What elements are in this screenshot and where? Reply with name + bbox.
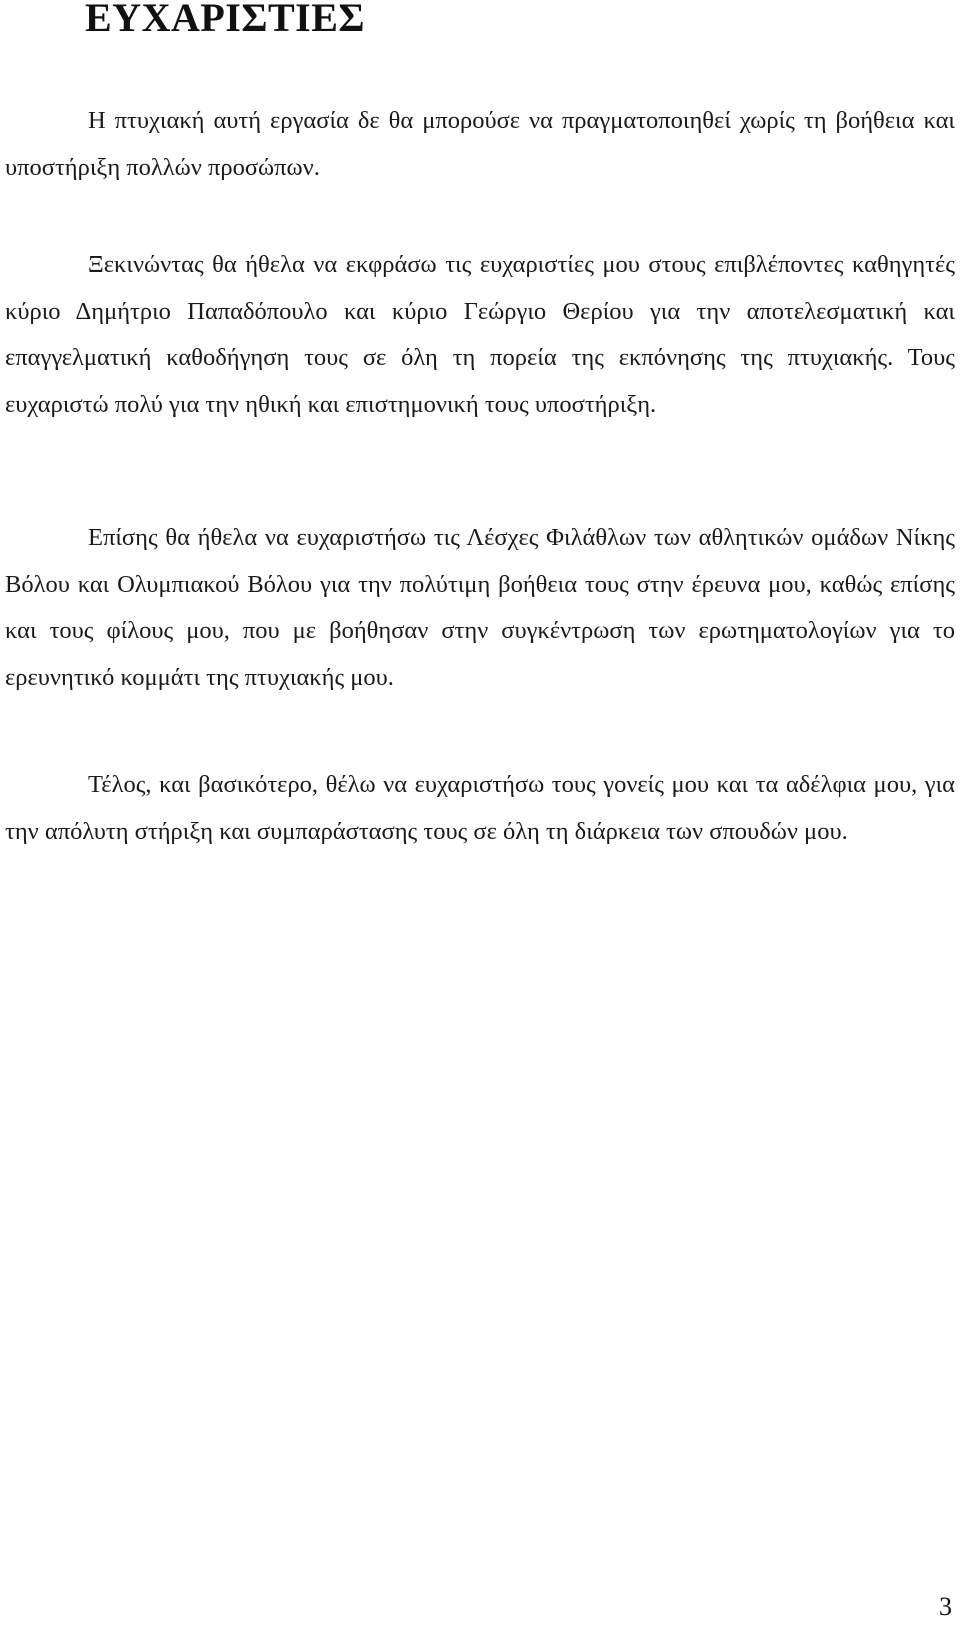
- page-number: 3: [939, 1592, 952, 1621]
- paragraph-supervisors: Ξεκινώντας θα ήθελα να εκφράσω τις ευχαριστίες μου στους επιβλέποντες καθηγητές κύριο Δημήτριο Παπαδόπουλο και κύριο Γεώργιο Θερίου για την αποτελεσματική και επαγγελματική καθοδήγηση τους σε όλη τη πορεία της εκπόνησης της πτυχιακής. Τους ευχαριστώ πολύ για την ηθική και επιστημονική τους υποστήριξη.: [5, 251, 955, 418]
- paragraph-fan-clubs: Επίσης θα ήθελα να ευχαριστήσω τις Λέσχες Φιλάθλων των αθλητικών ομάδων Νίκης Βόλου και Ολυμπιακού Βόλου για την πολύτιμη βοήθεια τους στην έρευνα μου, καθώς επίσης και τους φίλους μου, που με βοήθησαν στην συγκέντρωση των ερωτηματολογίων για το ερευνητικό κομμάτι της πτυχιακής μου.: [5, 524, 955, 691]
- page-heading: ΕΥΧΑΡΙΣΤΙΕΣ: [85, 0, 366, 40]
- paragraph-intro: Η πτυχιακή αυτή εργασία δε θα μπορούσε να πραγματοποιηθεί χωρίς τη βοήθεια και υποστήριξη πολλών προσώπων.: [5, 107, 955, 181]
- paragraph-family: Τέλος, και βασικότερο, θέλω να ευχαριστήσω τους γονείς μου και τα αδέλφια μου, για την απόλυτη στήριξη και συμπαράστασης τους σε όλη τη διάρκεια των σπουδών μου.: [5, 771, 955, 845]
